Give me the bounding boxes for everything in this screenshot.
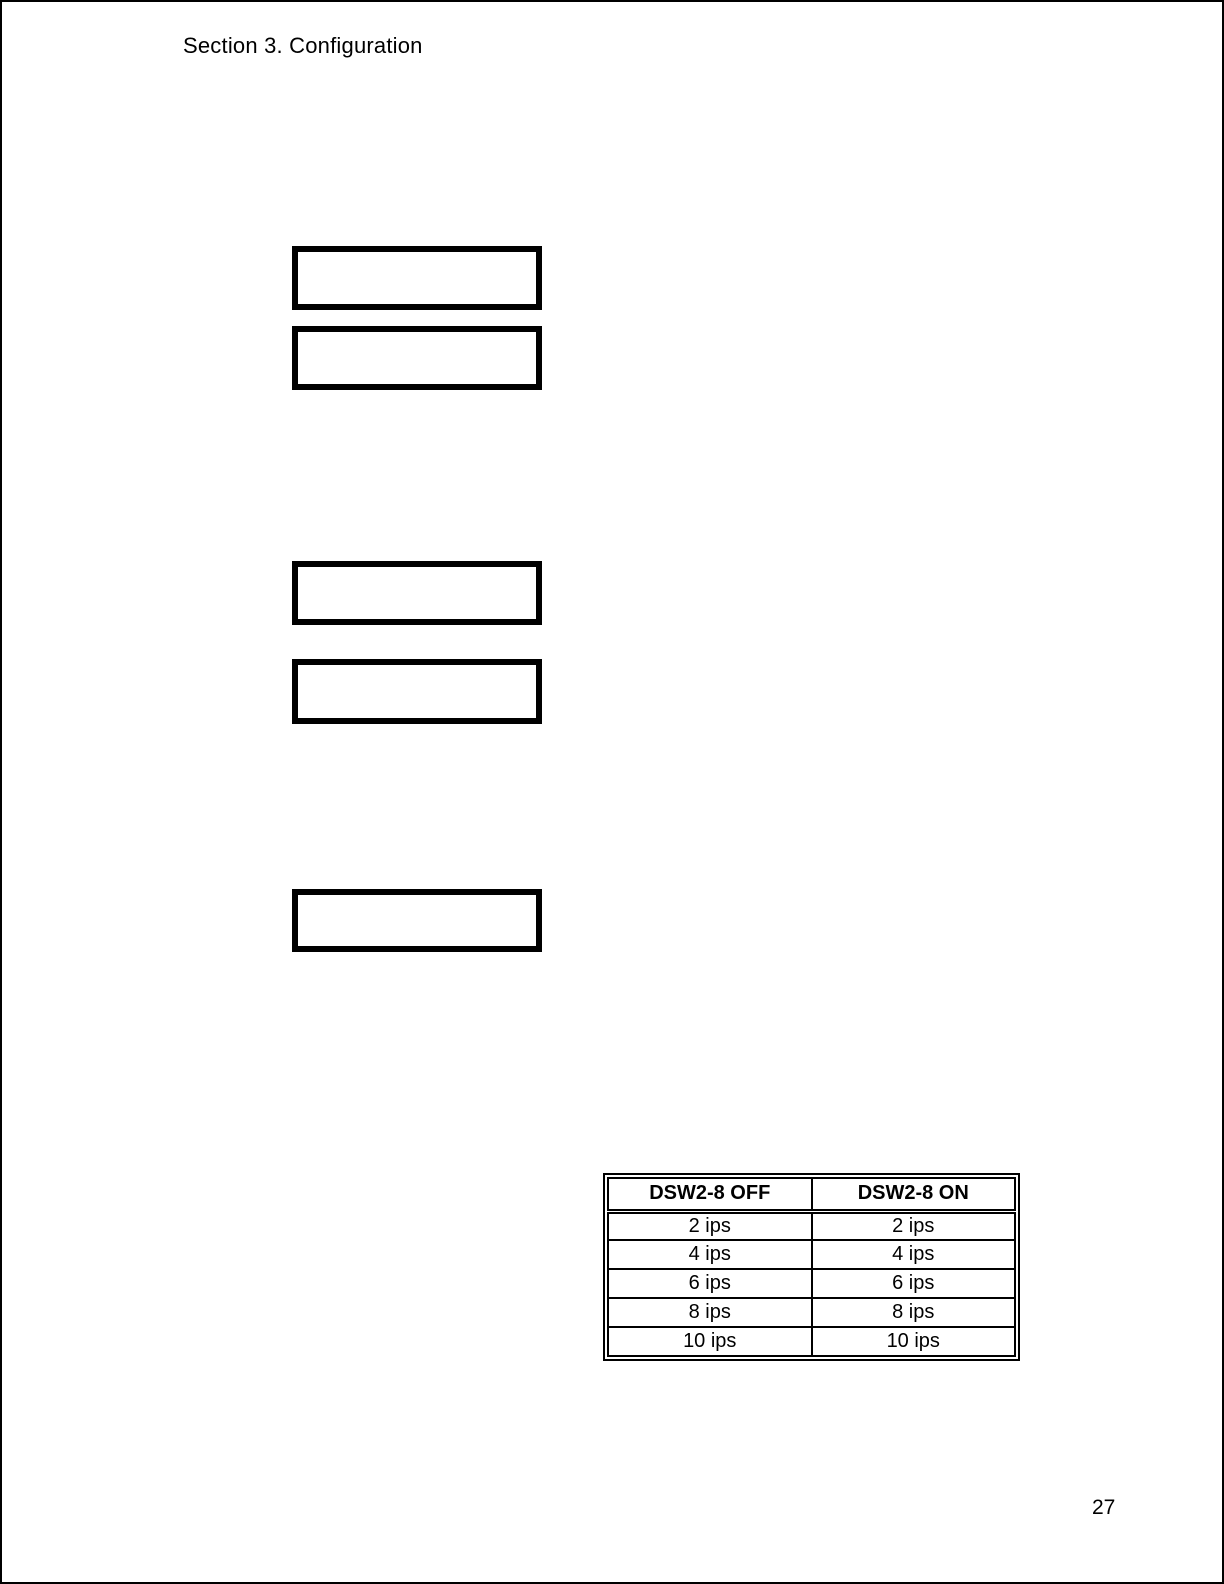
empty-display-box-2 xyxy=(292,326,542,390)
empty-display-box-1 xyxy=(292,246,542,310)
speed-table-cell: 10 ips xyxy=(812,1327,1016,1356)
speed-table-row xyxy=(608,1298,1015,1327)
speed-table-cell: 8 ips xyxy=(812,1298,1016,1327)
speed-table-cell: 6 ips xyxy=(608,1269,812,1298)
speed-table-cell: 4 ips xyxy=(812,1240,1016,1269)
speed-table-row xyxy=(608,1240,1015,1269)
page-number: 27 xyxy=(1092,1496,1116,1519)
speed-table xyxy=(603,1173,1020,1361)
speed-table-cell: 2 ips xyxy=(812,1211,1016,1240)
speed-table-row xyxy=(608,1211,1015,1240)
empty-display-box-3 xyxy=(292,561,542,625)
speed-table-header-row xyxy=(608,1178,1015,1211)
empty-display-box-4 xyxy=(292,659,542,724)
speed-table-cell: 10 ips xyxy=(608,1327,812,1356)
section-title: Section 3. Configuration xyxy=(183,33,423,58)
speed-table-header-cell: DSW2-8 ON xyxy=(812,1178,1016,1211)
speed-table-cell: 4 ips xyxy=(608,1240,812,1269)
speed-table-cell: 6 ips xyxy=(812,1269,1016,1298)
speed-table-cell: 2 ips xyxy=(608,1211,812,1240)
speed-table-row xyxy=(608,1269,1015,1298)
speed-table-header-cell: DSW2-8 OFF xyxy=(608,1178,812,1211)
speed-table-cell: 8 ips xyxy=(608,1298,812,1327)
empty-display-box-5 xyxy=(292,889,542,952)
speed-table-row xyxy=(608,1327,1015,1356)
